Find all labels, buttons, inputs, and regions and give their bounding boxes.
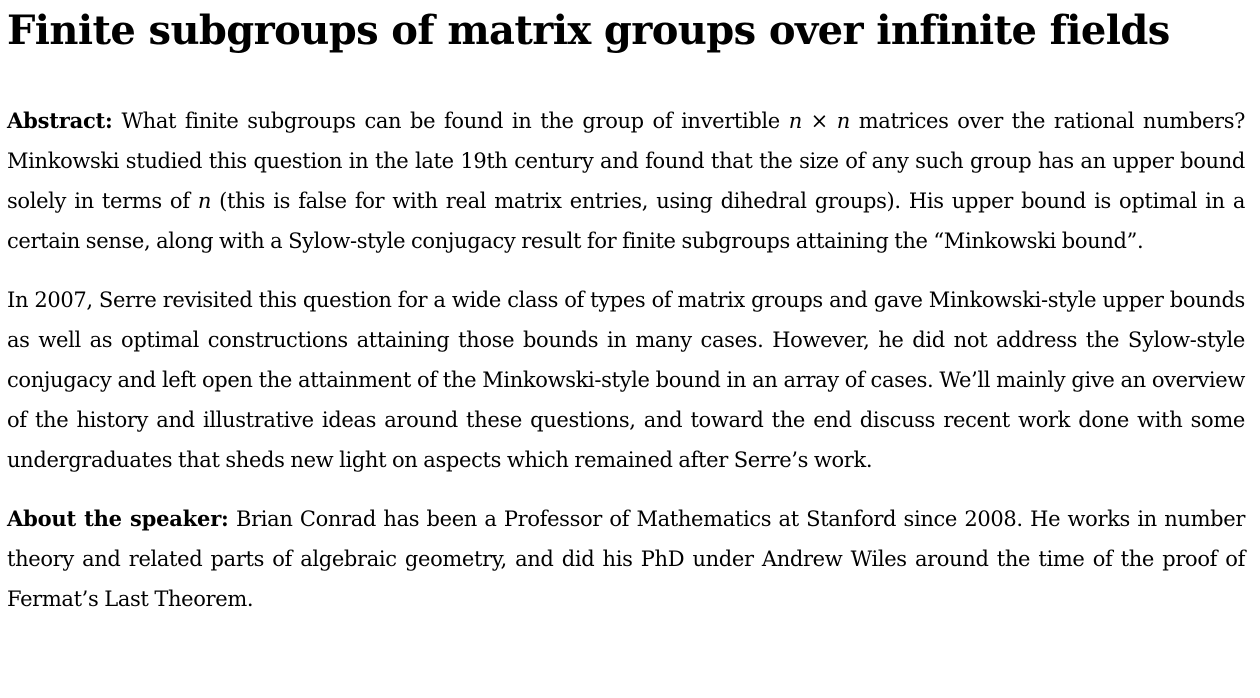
page-title: Finite subgroups of matrix groups over infinite fields bbox=[7, 7, 1170, 54]
speaker-bio: Brian Conrad has been a Professor of Mathematics at Stanford since 2008. He works in number theory and related parts of algebraic geometry, and did his PhD under Andrew Wiles around the time of the proof of Fermat’s Last Theorem. bbox=[7, 507, 1246, 611]
abstract-label: Abstract: bbox=[7, 108, 113, 133]
abstract-text-start: What finite subgroups can be found in the group of invertible bbox=[121, 109, 780, 133]
serre-paragraph: In 2007, Serre revisited this question for a wide class of types of matrix groups and gave Minkowski-style upper bounds as well as optimal constructions attaining those bounds in many cases. However, he did not address the Sylow-style conjugacy and left open the attainment of the Minkowski-style bound in an array of cases. We’ll mainly give an overview of the history and illustrative ideas around these questions, and toward the end discuss recent work done with some undergraduates that sheds new light on aspects which remained after Serre’s work. bbox=[7, 288, 1245, 472]
speaker-paragraph bbox=[7, 499, 1245, 619]
math-n-times-n: n × n bbox=[788, 109, 850, 133]
speaker-label: About the speaker: bbox=[7, 506, 229, 531]
math-n: n bbox=[197, 189, 211, 213]
document-page bbox=[7, 0, 1245, 619]
abstract-text-end: (this is false for with real matrix entries, using dihedral groups). His upper bound is optimal in a certain sense, along with a Sylow-style conjugacy result for finite subgroups attaining the “Minkowski bound”. bbox=[7, 189, 1246, 253]
abstract-text-middle: matrices over the rational numbers? Minkowski studied this question in the late 19th century and found that the size of any such group has an upper bound solely in terms of bbox=[7, 109, 1246, 213]
abstract-paragraph bbox=[7, 101, 1245, 261]
